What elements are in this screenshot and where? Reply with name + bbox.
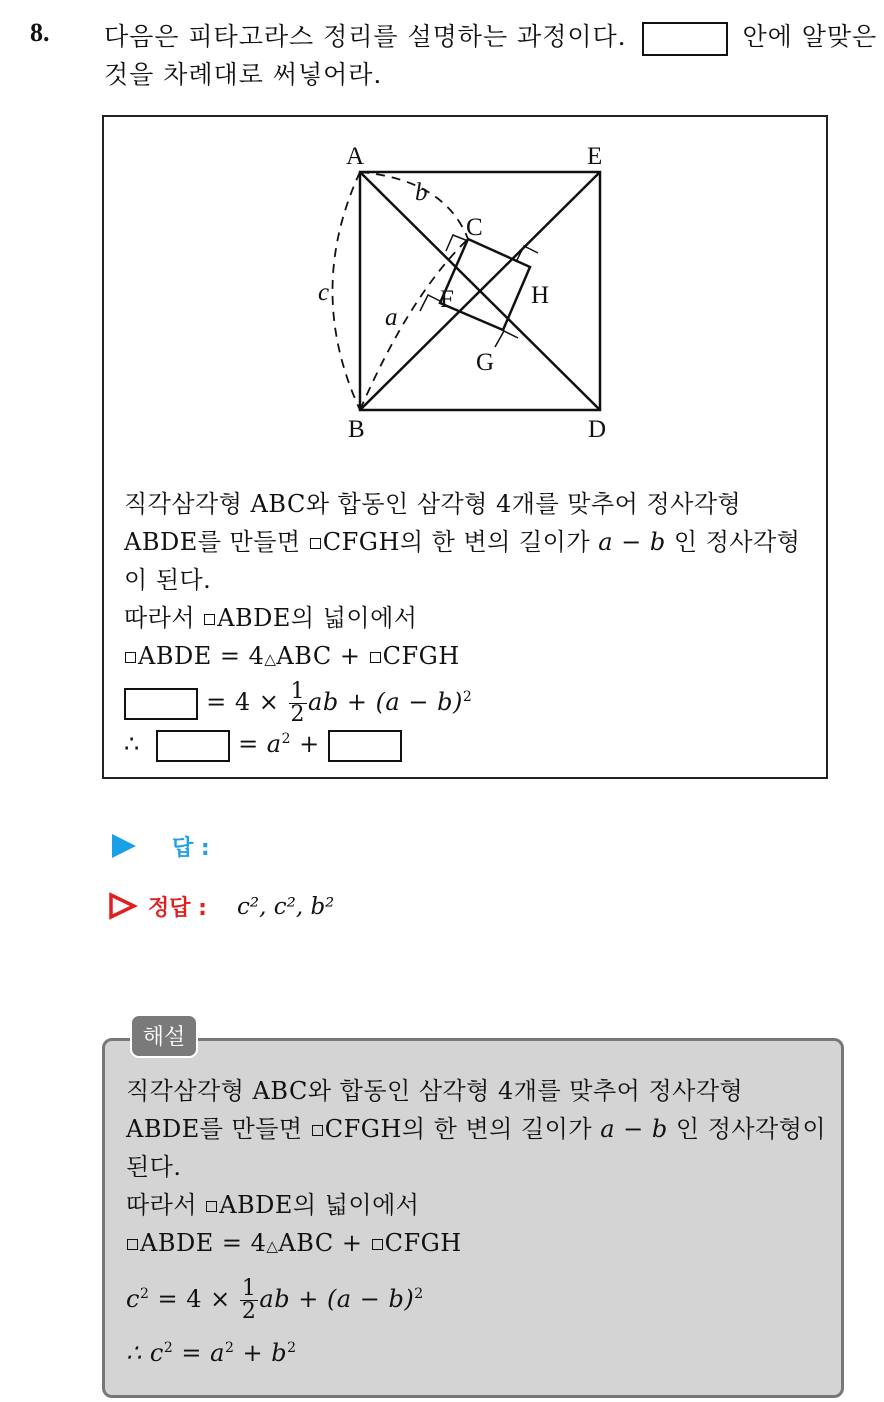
right-angle-g xyxy=(495,331,518,347)
box-line-7 xyxy=(124,720,800,763)
exp-line-2b: CFGH의 한 변의 길이가 xyxy=(324,1115,593,1143)
exp-line-5 xyxy=(126,1224,826,1265)
label-b: b xyxy=(415,179,428,206)
square-symbol xyxy=(372,1239,383,1250)
label-a: a xyxy=(385,304,398,331)
box-line-5b: ABC + xyxy=(276,642,361,670)
box-line-4b: ABDE의 넓이에서 xyxy=(217,604,418,632)
answer-blank-3[interactable] xyxy=(328,730,402,762)
exponent: 2 xyxy=(224,1340,235,1356)
box-line-2d: 인 정사각형 xyxy=(673,528,801,556)
arc-b xyxy=(360,172,468,239)
question-line-2: 것을 차례대로 써넣어라. xyxy=(104,60,383,89)
explanation-tag: 해설 xyxy=(130,1014,198,1058)
exp-line-2d: 인 정사각형이 xyxy=(675,1115,827,1143)
box-line-5c: CFGH xyxy=(382,642,460,670)
exp-line-2c: a − b xyxy=(600,1115,668,1143)
fraction-numerator: 1 xyxy=(241,1276,257,1301)
label-B: B xyxy=(348,416,365,443)
box-line-2 xyxy=(124,523,800,561)
question-number: 8. xyxy=(30,18,50,47)
triangle-symbol: △ xyxy=(266,1237,279,1255)
therefore-symbol: ∴ xyxy=(124,730,140,758)
exp-line-6b: = 4 × xyxy=(157,1285,231,1313)
label-F: F xyxy=(440,286,454,313)
box-line-5a: ABDE = 4 xyxy=(138,642,265,670)
exp-line-6a: c xyxy=(126,1285,140,1313)
exp-line-5c: CFGH xyxy=(384,1229,462,1257)
exponent: 2 xyxy=(414,1286,424,1302)
label-H: H xyxy=(531,282,550,309)
exp-line-7 xyxy=(126,1323,826,1378)
exp-line-4 xyxy=(126,1186,826,1224)
box-line-2b: CFGH의 한 변의 길이가 xyxy=(322,528,591,556)
label-C: C xyxy=(466,214,483,241)
box-line-1: 직각삼각형 ABC와 합동인 삼각형 4개를 맞추어 정사각형 xyxy=(124,490,742,518)
box-line-4a: 따라서 xyxy=(124,604,196,632)
right-angle-h xyxy=(516,246,538,262)
square-symbol xyxy=(206,1201,217,1212)
fraction-denominator: 2 xyxy=(241,1299,257,1324)
triangle-symbol: △ xyxy=(264,650,277,668)
question-text-1b: 안에 알맞은 xyxy=(742,22,878,51)
exp-line-5a: ABDE = 4 xyxy=(140,1229,267,1257)
label-G: G xyxy=(476,349,495,376)
exp-line-4b: ABDE의 넓이에서 xyxy=(219,1191,420,1219)
exp-line-5b: ABC + xyxy=(278,1229,363,1257)
fraction-one-half xyxy=(240,1278,259,1323)
exp-line-6 xyxy=(126,1265,826,1323)
play-arrow-icon xyxy=(110,833,138,859)
label-c: c xyxy=(318,279,330,306)
question-blank-box xyxy=(642,22,728,56)
box-line-2a: ABDE를 만들면 xyxy=(124,528,301,556)
pythagoras-figure xyxy=(300,135,640,445)
question-text-1a: 다음은 피타고라스 정리를 설명하는 과정이다. xyxy=(104,22,627,51)
box-line-6a: = 4 × xyxy=(206,688,280,716)
box-line-7b: = a xyxy=(238,730,282,758)
box-line-2c: a − b xyxy=(598,528,666,556)
box-line-5 xyxy=(124,637,800,678)
square-symbol xyxy=(204,614,215,625)
square-symbol xyxy=(312,1125,323,1136)
fraction-numerator: 1 xyxy=(290,679,306,704)
exp-line-2 xyxy=(126,1110,826,1148)
exponent: 2 xyxy=(287,1340,297,1356)
box-text xyxy=(124,485,800,763)
exponent: 2 xyxy=(163,1340,174,1356)
exp-line-7c: + b xyxy=(242,1339,288,1367)
box-line-4 xyxy=(124,599,800,637)
exp-line-1: 직각삼각형 ABC와 합동인 삼각형 4개를 맞추어 정사각형 xyxy=(126,1077,744,1105)
label-D: D xyxy=(588,416,607,443)
explanation-text xyxy=(126,1072,826,1378)
box-line-3: 이 된다. xyxy=(124,566,212,594)
fraction-denominator: 2 xyxy=(290,702,306,727)
box-line-6 xyxy=(124,678,800,727)
answer-blank-1[interactable] xyxy=(124,688,198,720)
box-line-6b: ab + (a − b) xyxy=(308,688,463,716)
exponent: 2 xyxy=(281,731,292,747)
square-symbol xyxy=(125,652,136,663)
label-A: A xyxy=(346,143,365,170)
question-line-1 xyxy=(104,17,877,56)
correct-answer-label: 정답 : xyxy=(148,896,207,921)
exp-line-7a: ∴ c xyxy=(126,1339,164,1367)
correct-answer-value: c², c², b² xyxy=(237,894,335,920)
exp-line-2a: ABDE를 만들면 xyxy=(126,1115,303,1143)
arc-c xyxy=(333,172,361,410)
outline-arrow-icon xyxy=(108,892,138,920)
answer-label: 답 : xyxy=(172,836,210,861)
exp-line-7b: = a xyxy=(181,1339,225,1367)
exp-line-6c: ab + (a − b) xyxy=(259,1285,415,1313)
square-symbol xyxy=(310,538,321,549)
label-E: E xyxy=(587,143,603,170)
exp-line-3: 된다. xyxy=(126,1153,182,1181)
answer-blank-2[interactable] xyxy=(156,730,230,762)
square-symbol xyxy=(370,652,381,663)
box-line-7c: + xyxy=(299,730,320,758)
exp-line-4a: 따라서 xyxy=(126,1191,198,1219)
square-symbol xyxy=(127,1239,138,1250)
exponent: 2 xyxy=(462,689,473,705)
exponent: 2 xyxy=(139,1286,150,1302)
